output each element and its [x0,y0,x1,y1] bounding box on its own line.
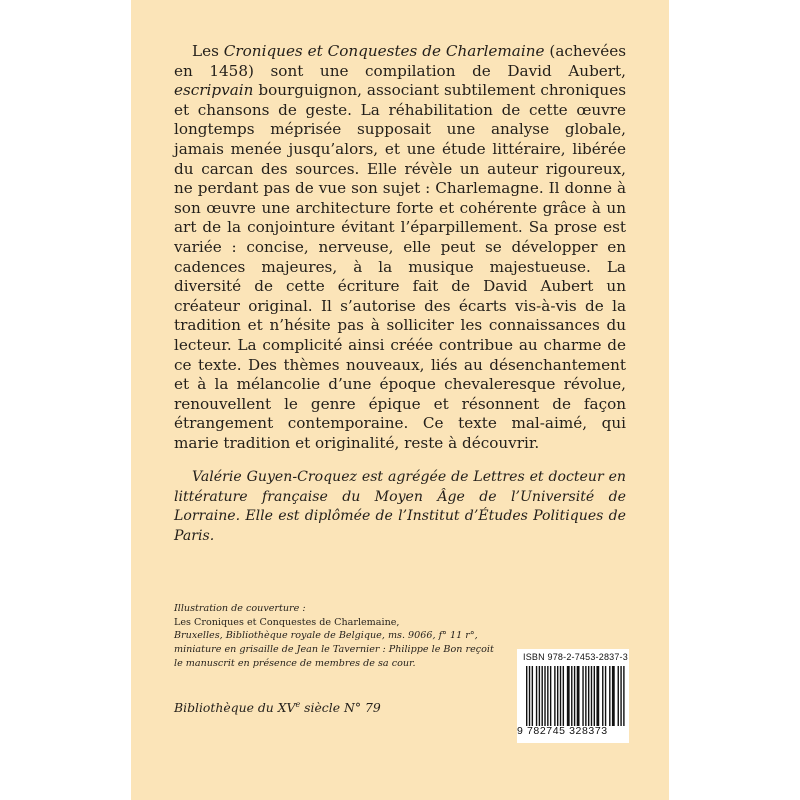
isbn-barcode [517,649,629,743]
blurb-paragraph [174,42,626,453]
barcode-bar [574,666,575,726]
blurb-text-start: Les [192,42,224,60]
blurb-text-middle: (achevées en 1458) sont une compilation de David Aubert, [174,42,627,80]
barcode-bar [591,666,592,726]
barcode-bar [544,666,545,726]
back-cover [131,0,669,800]
illustration-line-3: miniature en grisaille de Jean le Tavernier : Philippe le Bon reçoit [174,644,494,656]
blurb-text-end: bourguignon, associant subtilement chroniques et chansons de geste. La réhabilitation de cette œuvre longtemps méprisée supposait une analyse globale, jamais menée jusqu’alors, et une étude littéraire, libérée du carcan des sources. Elle révèle un auteur rigoureux, ne perdant pas de vue son sujet : Charlemagne. Il donne à son œuvre une architecture forte et cohérente grâce à un art de la conjointure évitant l’éparpillement. Sa prose est variée : concise, nerveuse, elle peut se développer en cadences majeures, à la musique majestueuse. La diversité de cette écriture fait de David Aubert un créateur original. Il s’autorise des écarts vis-à-vis de la tradition et n’hésite pas à solliciter les connaissances du lecteur. La complicité ainsi créée contribue au charme de ce texte. Des thèmes nouveaux, liés au désenchantement et à la mélancolie d’une époque chevaleresque révolue, renouvellent le genre épique et résonnent de façon étrangement contemporaine. Ce texte mal-aimé, qui marie tradition et originalité, reste à découvrir. [174,81,626,452]
escripvain-italic: escripvain [174,81,254,100]
cover-illustration-credit [174,602,504,671]
barcode-bar [602,666,603,726]
barcode-bar [571,666,572,726]
barcode-digits: 9 782745 328373 [517,725,608,737]
barcode-bar [550,666,551,726]
illustration-line-2: Bruxelles, Bibliothèque royale de Belgique, ms. 9066, f° 11 r°, [174,630,478,642]
barcode-bar [526,666,527,726]
barcode-bar [582,666,583,726]
barcode-bar [541,666,542,726]
barcode-bar [554,666,555,726]
series-suffix: siècle N° 79 [300,700,381,716]
barcode-bar [594,666,595,726]
barcode-bar [560,666,561,726]
barcode-bars [525,666,627,726]
barcode-bar [609,666,610,726]
illustration-line-1: Les Croniques et Conquestes de Charlemaine, [174,616,400,628]
barcode-bar [612,666,615,726]
barcode-bar [536,666,537,726]
barcode-bar [588,666,589,726]
barcode-bar [605,666,606,726]
illustration-heading: Illustration de couverture : [174,603,306,614]
barcode-bar [585,666,586,726]
barcode-bar [563,666,564,726]
author-bio: Valérie Guyen-Croquez est agrégée de Lettres et docteur en littérature française du Moyen Âge de l’Université de Lorraine. Elle est diplômée de l’Institut d’Études Politiques de Paris. [174,469,626,544]
barcode-bar [620,666,621,726]
barcode-bar [618,666,619,726]
barcode-bar [596,666,599,726]
barcode-bar [623,666,624,726]
series-superscript: e [295,700,301,709]
barcode-bar [539,666,540,726]
barcode-bar [547,666,548,726]
barcode-bar [532,666,533,726]
series-label [174,700,381,715]
barcode-bar [529,666,530,726]
series-prefix: Bibliothèque du XV [174,700,296,716]
isbn-label: ISBN 978-2-7453-2837-3 [523,652,628,662]
barcode-bar [557,666,558,726]
barcode-bar [567,666,570,726]
illustration-line-4: le manuscrit en présence de membres de sa cour. [174,657,416,669]
book-title-italic: Croniques et Conquestes de Charlemaine [223,42,545,60]
barcode-bar [577,666,580,726]
